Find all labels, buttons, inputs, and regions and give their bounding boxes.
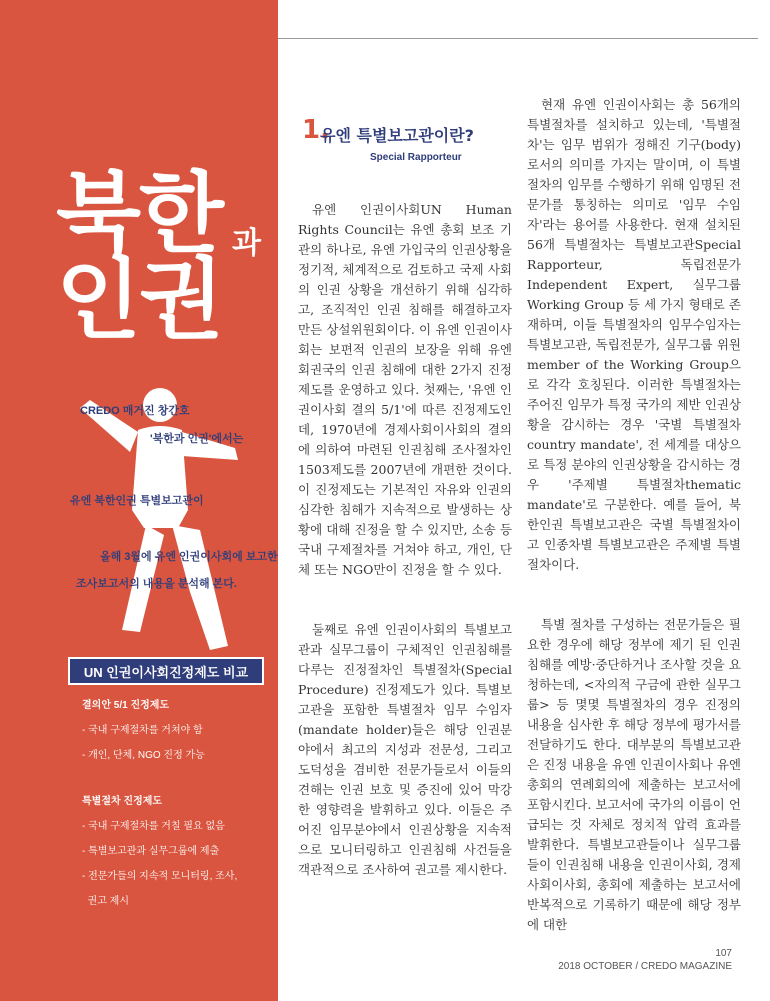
resolution-item: - 국내 구제절차를 거쳐야 함 (82, 725, 203, 736)
comparison-title-box: UN 인권이사회진정제도 비교 (68, 657, 264, 685)
body-paragraph: 유엔 인권이사회UN Human Rights Council는 유엔 총회 보조 기관의 하나로, 유엔 가입국의 인권상황을 정기적, 체계적으로 검토하고 국제 사회의 인권 상황을 개선하기 위해 심각하고, 조직적인 인권 침해를 해결하고자 만든 상설위원회이다. 이 유엔 인권이사회는 보편적 인권의 보장을 위해 유엔 회권국의 인권 침해에 대한 2가지 진정 제도를 운영하고 있다. 첫째는, '유엔 인권이사회 결의 5/1'에 따른 진정제도인데, 1970년에 경제사회이사회의 결의에 의하여 마련된 인권침해 조사절차인 1503제도를 2007년에 개편한 것이다. 이 진정제도는 기본적인 자유와 인권의 심각한 침해가 지속적으로 발생하는 상황에 대해 진정을 할 수 있지만, 소송 등 국내 구제절차를 거쳐야 하고, 개인, 단체 또는 NGO만이 진정을 할 수 있다. (298, 202, 512, 577)
section-number: 1. (302, 115, 330, 145)
intro-line-2: 올해 3월에 유엔 인권이사회에 보고한 (100, 551, 278, 563)
resolution-group (82, 693, 205, 768)
special-group-head: 특별절차 진정제도 (82, 796, 163, 807)
resolution-item: - 개인, 단체, NGO 진정 가능 (82, 750, 205, 761)
resolution-group-head: 결의안 5/1 진정제도 (82, 700, 170, 711)
magazine-footer: 2018 OCTOBER / CREDO MAGAZINE (558, 961, 732, 972)
title-line-1: 북한 (56, 162, 223, 265)
special-item: - 국내 구제절차를 거칠 필요 없음 (82, 821, 225, 832)
title-line-2: 인권 (56, 248, 223, 351)
body-paragraph: 현재 유엔 인권이사회는 총 56개의 특별절차를 설치하고 있는데, '특별절차'는 임무 범위가 정해진 기구(body)로서의 의미를 가지는 말이며, 이 특별절차의 임무를 수행하기 위해 임명된 전문가를 통칭하는 의미로 '임무 수임자'라는 용어를 사용한다. 현재 설치된 56개 특별절차는 특별보고관Special Rapporteur, 독립전문가Independent Expert, 실무그룹Working Group 등 세 가지 형태로 존재하며, 이들 특별절차의 임무수임자는 특별보고관, 독립전문가, 실무그룹 위원member of the Working Group으로 각각 호칭된다. 이러한 특별절차는 주어진 임무가 특정 국가의 제반 인권상황을 감시하는 경우 '국별 특별절차country mandate', 전 세계를 대상으로 특정 분야의 인권상황을 감시하는 경우 '주제별 특별절차thematic mandate'로 구분한다. 예를 들어, 북한인권 특별보고관은 국별 특별절차이고 인종차별 특별보고관은 주제별 특별절차이다. (527, 97, 741, 572)
body-paragraph: 둘째로 유엔 인권이사회의 특별보고관과 실무그룹이 구체적인 인권침해를 다루는 진정절차인 특별절차(Special Procedure) 진정제도가 있다. 특별보고관을 포함한 특별절차 임무 수임자(mandate holder)들은 해당 인권분야에서 최고의 지성과 전문성, 그리고 도덕성을 겸비한 전문가들로서 이들의 견해는 인권 보호 및 증진에 있어 막강한 영향력을 발휘하고 있다. 이들은 주어진 임무분야에서 인권상황을 지속적으로 모니터링하고 인권침해 사건들을 객관적으로 조사하여 권고를 제시한다. (298, 622, 512, 877)
special-item: - 전문가들의 지속적 모니터링, 조사, (82, 871, 238, 882)
column-left (298, 200, 512, 880)
section-title: 유엔 특별보고관이란? (320, 126, 474, 145)
special-procedure-group (82, 789, 237, 914)
page-number: 107 (715, 948, 732, 959)
intro-line-1: 유엔 북한인권 특별보고관이 (70, 495, 204, 507)
special-item: - 특별보고관과 실무그룹에 제출 (82, 846, 220, 857)
column-right (527, 95, 741, 935)
intro-line-3: 조사보고서의 내용을 분석해 본다. (76, 578, 237, 590)
special-item: 권고 제시 (82, 896, 129, 907)
body-paragraph: 특별 절차를 구성하는 전문가들은 필요한 경우에 해당 정부에 제기 된 인권침해를 예방·중단하거나 조사할 것을 요청하는데, <자의적 구금에 관한 실무그룹> 등 몇몇 특별절차의 경우 진정의 내용을 심사한 후 해당 정부에 평가서를 전달하기도 한다. 대부분의 특별보고관은 진정 내용을 유엔 인권이사회나 유엔 총회의 연례회의에 제출하는 보고서에 포함시킨다. 보고서에 국가의 이름이 언급되는 것 자체로 정치적 압력 효과를 발휘한다. 특별보고관들이나 실무그룹들이 인권침해 내용을 인권이사회, 경제사회이사회, 총회에 제출하는 보고서에 반복적으로 기록하기 때문에 해당 정부에 대한 (527, 617, 741, 932)
section-subtitle: Special Rapporteur (370, 152, 462, 163)
sidebar-panel (0, 0, 278, 1001)
title-small-word: 과 (232, 226, 261, 261)
credo-intro-text: CREDO 매거진 창간호 (80, 405, 190, 417)
series-name-text: '북한과 인권'에서는 (150, 433, 244, 445)
